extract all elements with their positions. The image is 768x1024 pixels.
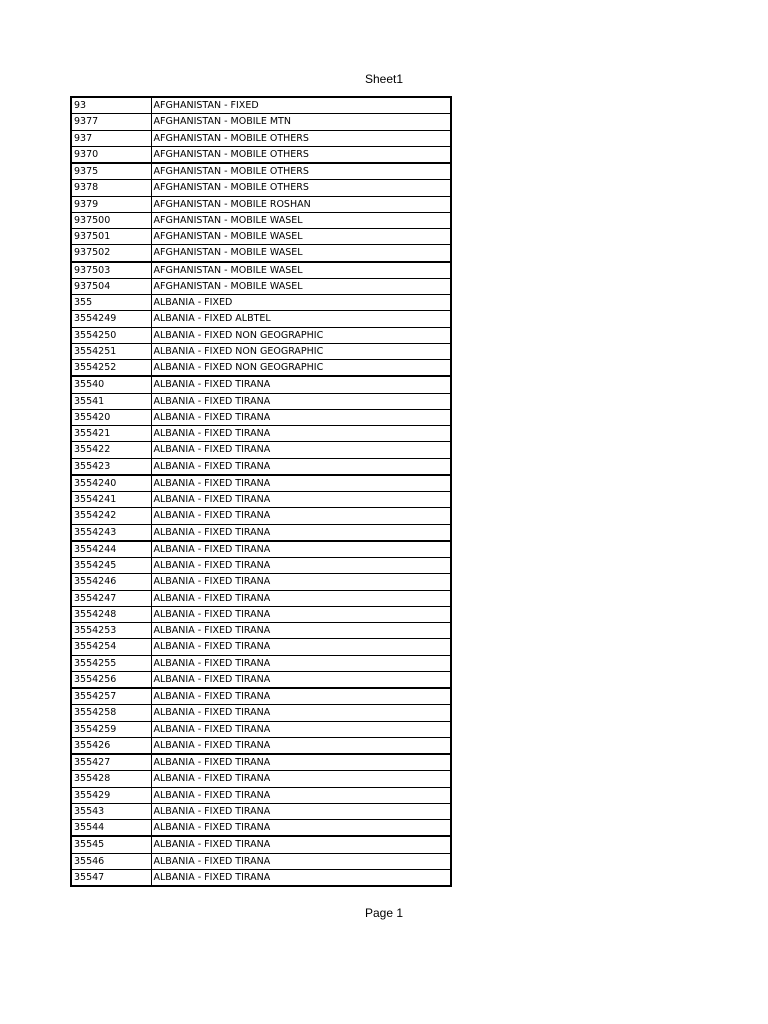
dial-code-cell: 35543 — [71, 803, 151, 819]
table-row — [71, 426, 451, 442]
dial-code-cell: 3554252 — [71, 360, 151, 377]
table-row — [71, 754, 451, 771]
destination-cell: ALBANIA - FIXED TIRANA — [151, 623, 451, 639]
destination-cell: AFGHANISTAN - MOBILE WASEL — [151, 262, 451, 279]
table-row — [71, 442, 451, 458]
table-row — [71, 343, 451, 359]
destination-cell: ALBANIA - FIXED TIRANA — [151, 737, 451, 754]
destination-cell: ALBANIA - FIXED NON GEOGRAPHIC — [151, 360, 451, 377]
table-row — [71, 360, 451, 377]
destination-cell: ALBANIA - FIXED TIRANA — [151, 787, 451, 803]
dial-code-cell: 93 — [71, 97, 151, 114]
code-table-body — [71, 97, 451, 886]
destination-cell: ALBANIA - FIXED TIRANA — [151, 558, 451, 574]
table-row — [71, 508, 451, 524]
dial-code-cell: 937503 — [71, 262, 151, 279]
destination-cell: ALBANIA - FIXED TIRANA — [151, 409, 451, 425]
dial-code-cell: 3554249 — [71, 311, 151, 327]
table-row — [71, 327, 451, 343]
dial-code-cell: 35547 — [71, 869, 151, 886]
table-row — [71, 574, 451, 590]
dial-code-cell: 3554241 — [71, 492, 151, 508]
spreadsheet-grid — [70, 96, 450, 887]
dial-code-cell: 937502 — [71, 245, 151, 262]
dial-code-cell: 3554258 — [71, 705, 151, 721]
table-row — [71, 787, 451, 803]
destination-cell: ALBANIA - FIXED TIRANA — [151, 508, 451, 524]
destination-cell: AFGHANISTAN - FIXED — [151, 97, 451, 114]
destination-cell: ALBANIA - FIXED TIRANA — [151, 492, 451, 508]
dial-code-cell: 3554259 — [71, 721, 151, 737]
dial-code-cell: 3554247 — [71, 590, 151, 606]
destination-cell: AFGHANISTAN - MOBILE MTN — [151, 114, 451, 130]
table-row — [71, 278, 451, 294]
table-row — [71, 541, 451, 558]
table-row — [71, 212, 451, 228]
destination-cell: ALBANIA - FIXED TIRANA — [151, 458, 451, 475]
destination-cell: ALBANIA - FIXED TIRANA — [151, 869, 451, 886]
dial-code-cell: 3554242 — [71, 508, 151, 524]
table-row — [71, 114, 451, 130]
table-row — [71, 146, 451, 163]
dial-code-cell: 35544 — [71, 820, 151, 837]
dial-code-cell: 355 — [71, 295, 151, 311]
dial-code-cell: 937501 — [71, 229, 151, 245]
table-row — [71, 688, 451, 705]
table-row — [71, 163, 451, 180]
table-row — [71, 771, 451, 787]
destination-cell: ALBANIA - FIXED TIRANA — [151, 606, 451, 622]
dial-code-cell: 35541 — [71, 393, 151, 409]
page-number: Page 1 — [364, 906, 404, 920]
dial-code-cell: 9370 — [71, 146, 151, 163]
table-row — [71, 803, 451, 819]
table-row — [71, 130, 451, 146]
table-row — [71, 475, 451, 492]
destination-cell: ALBANIA - FIXED — [151, 295, 451, 311]
destination-cell: ALBANIA - FIXED NON GEOGRAPHIC — [151, 343, 451, 359]
dial-code-cell: 3554251 — [71, 343, 151, 359]
table-row — [71, 295, 451, 311]
destination-cell: ALBANIA - FIXED TIRANA — [151, 590, 451, 606]
table-row — [71, 311, 451, 327]
dial-code-cell: 3554240 — [71, 475, 151, 492]
dial-code-cell: 355420 — [71, 409, 151, 425]
dial-code-cell: 3554255 — [71, 655, 151, 671]
destination-cell: ALBANIA - FIXED TIRANA — [151, 541, 451, 558]
destination-cell: ALBANIA - FIXED NON GEOGRAPHIC — [151, 327, 451, 343]
destination-cell: AFGHANISTAN - MOBILE WASEL — [151, 212, 451, 228]
destination-cell: ALBANIA - FIXED TIRANA — [151, 836, 451, 853]
table-row — [71, 705, 451, 721]
dial-code-cell: 937504 — [71, 278, 151, 294]
destination-cell: ALBANIA - FIXED TIRANA — [151, 803, 451, 819]
destination-cell: ALBANIA - FIXED TIRANA — [151, 754, 451, 771]
dial-code-cell: 355421 — [71, 426, 151, 442]
destination-cell: ALBANIA - FIXED TIRANA — [151, 655, 451, 671]
table-row — [71, 639, 451, 655]
table-row — [71, 721, 451, 737]
dial-code-cell: 3554245 — [71, 558, 151, 574]
dial-code-cell: 3554253 — [71, 623, 151, 639]
destination-cell: AFGHANISTAN - MOBILE WASEL — [151, 245, 451, 262]
dial-code-cell: 355428 — [71, 771, 151, 787]
table-row — [71, 558, 451, 574]
dial-code-cell: 937500 — [71, 212, 151, 228]
table-row — [71, 393, 451, 409]
destination-cell: ALBANIA - FIXED TIRANA — [151, 639, 451, 655]
table-row — [71, 492, 451, 508]
dial-code-cell: 937 — [71, 130, 151, 146]
table-row — [71, 820, 451, 837]
destination-cell: ALBANIA - FIXED TIRANA — [151, 442, 451, 458]
dial-code-cell: 35540 — [71, 376, 151, 393]
destination-cell: ALBANIA - FIXED TIRANA — [151, 671, 451, 688]
dial-code-cell: 35546 — [71, 853, 151, 869]
table-row — [71, 409, 451, 425]
destination-cell: ALBANIA - FIXED TIRANA — [151, 705, 451, 721]
table-row — [71, 671, 451, 688]
table-row — [71, 737, 451, 754]
table-row — [71, 97, 451, 114]
dial-code-cell: 9375 — [71, 163, 151, 180]
destination-cell: AFGHANISTAN - MOBILE OTHERS — [151, 146, 451, 163]
dial-code-cell: 9378 — [71, 180, 151, 196]
table-row — [71, 869, 451, 886]
dial-code-cell: 3554244 — [71, 541, 151, 558]
dial-code-cell: 355422 — [71, 442, 151, 458]
dial-code-cell: 355423 — [71, 458, 151, 475]
dial-code-cell: 355429 — [71, 787, 151, 803]
table-row — [71, 458, 451, 475]
destination-cell: ALBANIA - FIXED TIRANA — [151, 721, 451, 737]
dial-code-cell: 9379 — [71, 196, 151, 212]
dial-code-cell: 3554250 — [71, 327, 151, 343]
dial-code-cell: 3554246 — [71, 574, 151, 590]
table-row — [71, 196, 451, 212]
destination-cell: ALBANIA - FIXED TIRANA — [151, 574, 451, 590]
sheet-title — [0, 72, 768, 86]
dial-code-cell: 3554254 — [71, 639, 151, 655]
destination-cell: AFGHANISTAN - MOBILE OTHERS — [151, 180, 451, 196]
destination-cell: AFGHANISTAN - MOBILE OTHERS — [151, 163, 451, 180]
table-row — [71, 606, 451, 622]
dial-code-cell: 9377 — [71, 114, 151, 130]
destination-cell: AFGHANISTAN - MOBILE WASEL — [151, 229, 451, 245]
destination-cell: ALBANIA - FIXED TIRANA — [151, 688, 451, 705]
dial-code-cell: 3554243 — [71, 524, 151, 541]
table-row — [71, 590, 451, 606]
destination-cell: ALBANIA - FIXED ALBTEL — [151, 311, 451, 327]
destination-cell: ALBANIA - FIXED TIRANA — [151, 820, 451, 837]
dial-code-cell: 355426 — [71, 737, 151, 754]
dial-code-cell: 3554256 — [71, 671, 151, 688]
table-row — [71, 623, 451, 639]
table-row — [71, 655, 451, 671]
destination-cell: ALBANIA - FIXED TIRANA — [151, 771, 451, 787]
destination-cell: ALBANIA - FIXED TIRANA — [151, 376, 451, 393]
table-row — [71, 229, 451, 245]
table-row — [71, 376, 451, 393]
destination-cell: ALBANIA - FIXED TIRANA — [151, 524, 451, 541]
destination-cell: ALBANIA - FIXED TIRANA — [151, 393, 451, 409]
destination-cell: AFGHANISTAN - MOBILE OTHERS — [151, 130, 451, 146]
table-row — [71, 836, 451, 853]
destination-cell: ALBANIA - FIXED TIRANA — [151, 853, 451, 869]
destination-cell: AFGHANISTAN - MOBILE WASEL — [151, 278, 451, 294]
table-row — [71, 524, 451, 541]
table-row — [71, 262, 451, 279]
table-row — [71, 853, 451, 869]
dial-code-cell: 355427 — [71, 754, 151, 771]
code-table — [70, 96, 452, 887]
table-row — [71, 180, 451, 196]
sheet-title-text: Sheet1 — [364, 72, 404, 86]
destination-cell: ALBANIA - FIXED TIRANA — [151, 475, 451, 492]
dial-code-cell: 35545 — [71, 836, 151, 853]
page-footer — [0, 906, 768, 920]
dial-code-cell: 3554248 — [71, 606, 151, 622]
destination-cell: AFGHANISTAN - MOBILE ROSHAN — [151, 196, 451, 212]
table-row — [71, 245, 451, 262]
dial-code-cell: 3554257 — [71, 688, 151, 705]
destination-cell: ALBANIA - FIXED TIRANA — [151, 426, 451, 442]
